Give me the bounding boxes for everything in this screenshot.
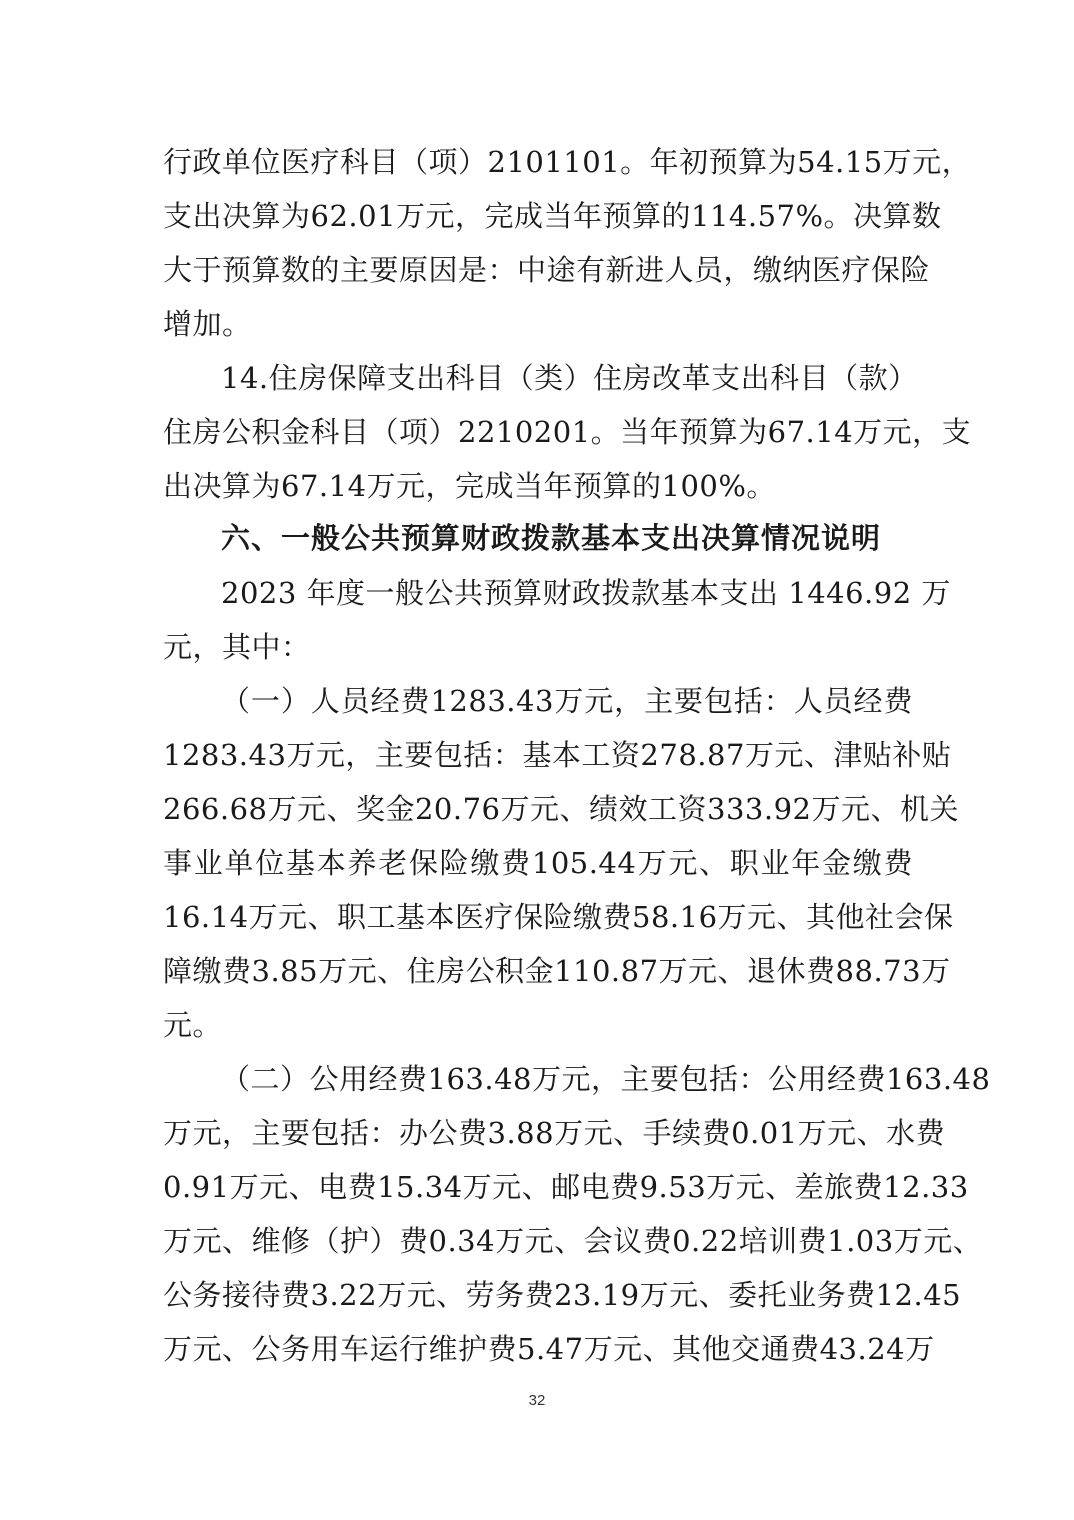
page-number: 32 <box>528 1392 546 1409</box>
paragraph-line: 0.91万元、电费15.34万元、邮电费9.53万元、差旅费12.33 <box>163 1170 969 1204</box>
paragraph-line: 1283.43万元，主要包括：基本工资278.87万元、津贴补贴 <box>163 738 952 772</box>
paragraph-line: 事业单位基本养老保险缴费105.44万元、职业年金缴费 <box>163 846 913 880</box>
paragraph-line: 万元、维修（护）费0.34万元、会议费0.22培训费1.03万元、 <box>163 1224 983 1258</box>
paragraph-line: 266.68万元、奖金20.76万元、绩效工资333.92万元、机关 <box>163 792 959 826</box>
paragraph-line: 障缴费3.85万元、住房公积金110.87万元、退休费88.73万 <box>163 954 951 988</box>
paragraph-line: 支出决算为62.01万元，完成当年预算的114.57%。决算数 <box>163 199 942 233</box>
paragraph-line: 出决算为67.14万元，完成当年预算的100%。 <box>163 469 776 503</box>
paragraph-line: 2023 年度一般公共预算财政拨款基本支出 1446.92 万 <box>221 576 951 610</box>
paragraph-line: 万元、公务用车运行维护费5.47万元、其他交通费43.24万 <box>163 1332 935 1366</box>
paragraph-line: 万元，主要包括：办公费3.88万元、手续费0.01万元、水费 <box>163 1116 946 1150</box>
paragraph-line: 行政单位医疗科目（项）2101101。年初预算为54.15万元， <box>163 145 972 179</box>
paragraph-line: 14.住房保障支出科目（类）住房改革支出科目（款） <box>221 361 918 395</box>
paragraph-line: 增加。 <box>163 307 252 341</box>
paragraph-line: 元，其中： <box>163 630 311 664</box>
paragraph-line: 16.14万元、职工基本医疗保险缴费58.16万元、其他社会保 <box>163 900 954 934</box>
paragraph-line: （二）公用经费163.48万元，主要包括：公用经费163.48 <box>221 1062 991 1096</box>
paragraph-line: 公务接待费3.22万元、劳务费23.19万元、委托业务费12.45 <box>163 1278 962 1312</box>
paragraph-line: 大于预算数的主要原因是：中途有新进人员，缴纳医疗保险 <box>163 253 931 287</box>
section-heading: 六、一般公共预算财政拨款基本支出决算情况说明 <box>221 521 882 555</box>
paragraph-line: （一）人员经费1283.43万元，主要包括：人员经费 <box>221 684 913 718</box>
paragraph-line: 元。 <box>163 1008 223 1042</box>
paragraph-line: 住房公积金科目（项）2210201。当年预算为67.14万元，支 <box>163 415 972 449</box>
